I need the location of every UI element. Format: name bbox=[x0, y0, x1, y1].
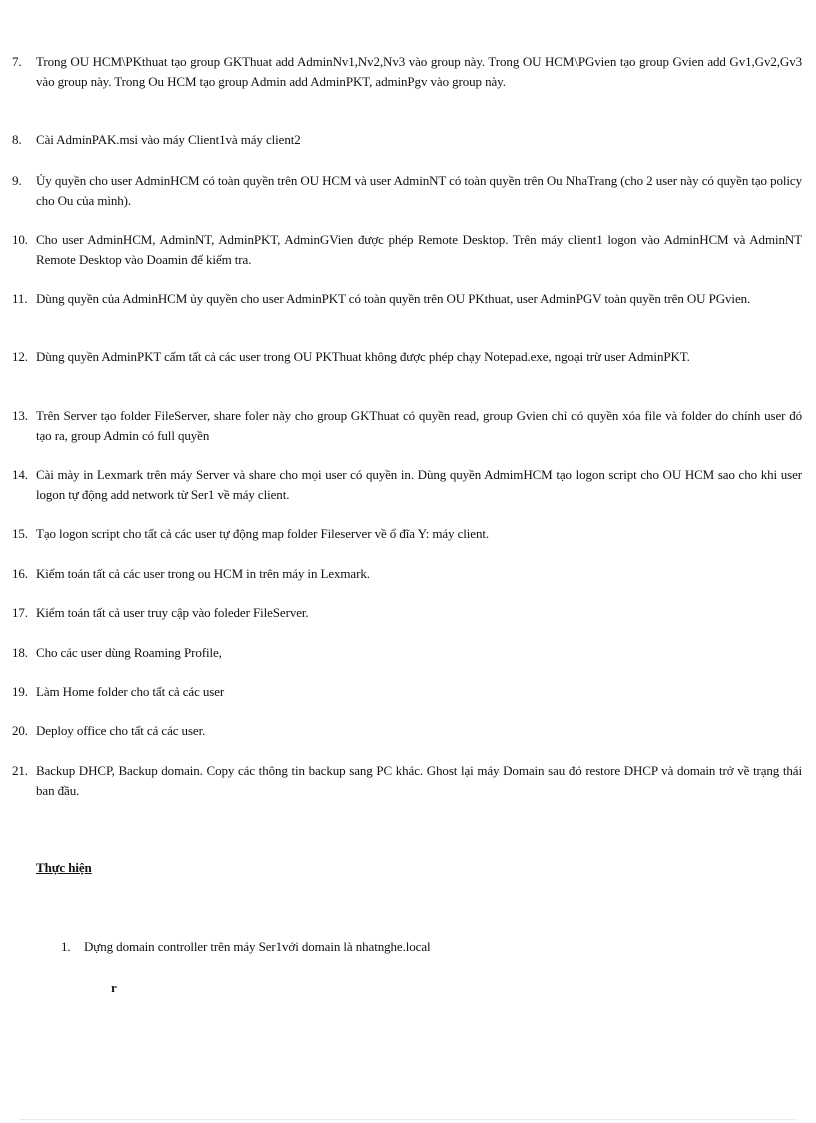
task-item-17 bbox=[12, 603, 802, 623]
task-text: Tạo logon script cho tất cả các user tự động map folder Fileserver về ổ đĩa Y: máy client. bbox=[36, 526, 490, 541]
task-text: Ủy quyền cho user AdminHCM có toàn quyền trên OU HCM và user AdminNT có toàn quyền trên Ou NhaTrang (cho 2 user này có quyền tạo policy cho Ou của mình). bbox=[36, 173, 802, 208]
task-number: 20. bbox=[12, 723, 28, 738]
task-item-14 bbox=[12, 465, 802, 504]
task-item-19 bbox=[12, 682, 802, 702]
step-number: 1. bbox=[61, 939, 71, 954]
step-item-1 bbox=[61, 937, 431, 957]
task-number: 10. bbox=[12, 232, 28, 247]
page-bottom-rule bbox=[20, 1119, 796, 1120]
task-text: Cài mày in Lexmark trên máy Server và share cho mọi user có quyền in. Dùng quyền AdmimHCM tạo logon script cho OU HCM sao cho khi user logon tự động add network từ Ser1 về máy client. bbox=[36, 467, 802, 502]
task-text: Trong OU HCM\PKthuat tạo group GKThuat add AdminNv1,Nv2,Nv3 vào group này. Trong OU HCM\PGvien tạo group Gvien add Gv1,Gv2,Gv3 vào group này. Trong Ou HCM tạo group Admin add AdminPKT, adminPgv vào group này. bbox=[36, 54, 802, 89]
task-number: 21. bbox=[12, 763, 28, 778]
task-item-7 bbox=[12, 52, 802, 91]
task-number: 12. bbox=[12, 349, 28, 364]
task-item-16 bbox=[12, 564, 802, 584]
task-number: 18. bbox=[12, 645, 28, 660]
task-number: 7. bbox=[12, 54, 22, 69]
task-text: Cài AdminPAK.msi vào máy Client1và máy client2 bbox=[36, 132, 301, 147]
task-number: 13. bbox=[12, 408, 28, 423]
task-item-20 bbox=[12, 721, 802, 741]
task-item-12 bbox=[12, 347, 802, 367]
task-item-13 bbox=[12, 406, 802, 445]
task-text: Deploy office cho tất cả các user. bbox=[36, 723, 206, 738]
task-item-8 bbox=[12, 130, 802, 150]
task-number: 16. bbox=[12, 566, 28, 581]
stray-character: r bbox=[111, 980, 117, 995]
task-item-10 bbox=[12, 230, 802, 269]
task-number: 8. bbox=[12, 132, 22, 147]
task-item-15 bbox=[12, 524, 802, 544]
task-item-21 bbox=[12, 761, 802, 800]
task-item-18 bbox=[12, 643, 802, 663]
task-number: 9. bbox=[12, 173, 22, 188]
task-text: Trên Server tạo folder FileServer, share foler này cho group GKThuat có quyền read, group Gvien chỉ có quyền xóa file và folder do chính user đó tạo ra, group Admin có full quyền bbox=[36, 408, 802, 443]
task-text: Kiểm toán tất cả user truy cập vào foleder FileServer. bbox=[36, 605, 309, 620]
task-number: 15. bbox=[12, 526, 28, 541]
step-text: Dựng domain controller trên máy Ser1với domain là nhatnghe.local bbox=[84, 939, 431, 954]
task-text: Dùng quyền của AdminHCM ủy quyền cho user AdminPKT có toàn quyền trên OU PKthuat, user AdminPGV toàn quyền trên OU PGvien. bbox=[36, 291, 751, 306]
section-heading: Thực hiện bbox=[36, 860, 92, 875]
task-number: 14. bbox=[12, 467, 28, 482]
task-number: 19. bbox=[12, 684, 28, 699]
task-item-11 bbox=[12, 289, 802, 309]
task-text: Cho user AdminHCM, AdminNT, AdminPKT, AdminGVien được phép Remote Desktop. Trên máy client1 logon vào AdminHCM và AdminNT Remote Desktop vào Doamin để kiểm tra. bbox=[36, 232, 802, 267]
task-number: 11. bbox=[12, 291, 28, 306]
task-item-9 bbox=[12, 171, 802, 210]
task-text: Kiểm toán tất cả các user trong ou HCM in trên máy in Lexmark. bbox=[36, 566, 370, 581]
task-text: Làm Home folder cho tất cả các user bbox=[36, 684, 225, 699]
task-text: Cho các user dùng Roaming Profile, bbox=[36, 645, 222, 660]
task-text: Dùng quyền AdminPKT cấm tất cả các user trong OU PKThuat không được phép chạy Notepad.exe, ngoại trừ user AdminPKT. bbox=[36, 349, 690, 364]
task-text: Backup DHCP, Backup domain. Copy các thông tin backup sang PC khác. Ghost lại máy Domain sau đó restore DHCP và domain trở về trạng thái ban đầu. bbox=[36, 763, 802, 798]
task-number: 17. bbox=[12, 605, 28, 620]
